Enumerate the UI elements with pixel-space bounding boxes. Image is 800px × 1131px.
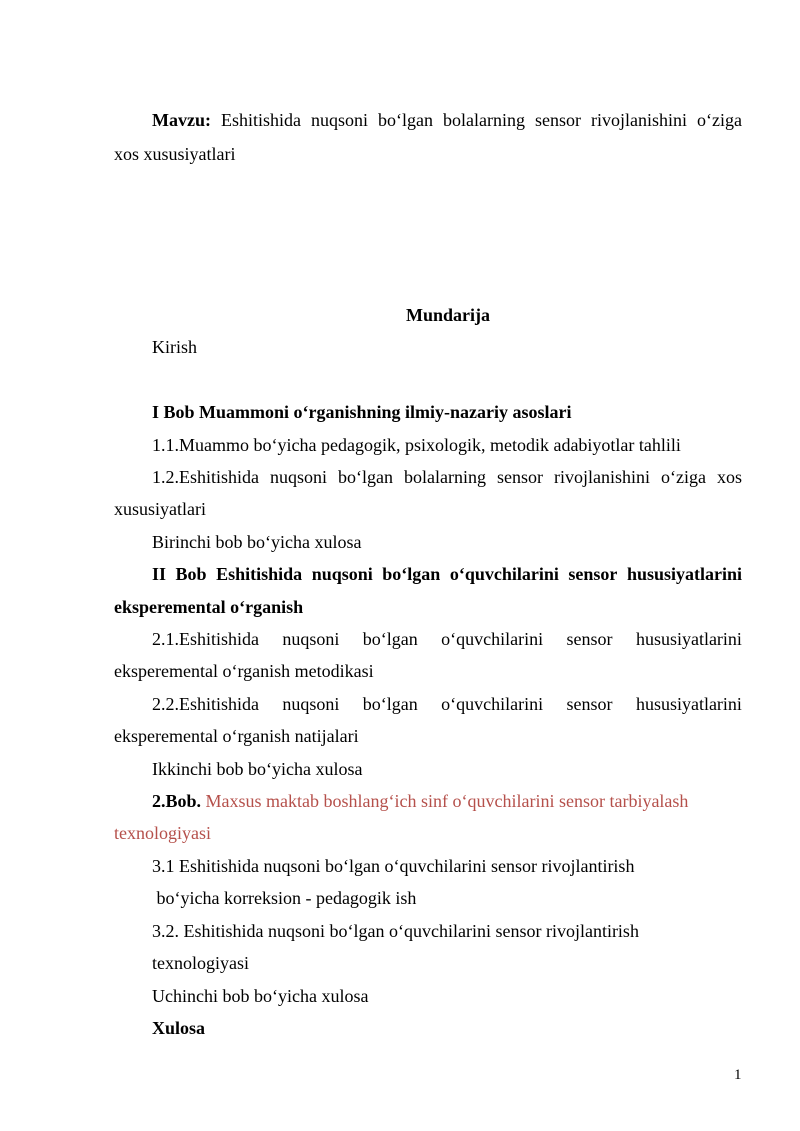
toc-chapter-3-title-line-1 — [152, 790, 688, 812]
topic-word: o‘ziga — [696, 110, 742, 130]
topic-line-1 — [152, 109, 742, 131]
toc-word: sensor — [566, 694, 613, 714]
toc-word: hususiyatlarini — [635, 629, 742, 649]
toc-chapter-3-summary: Uchinchi bob bo‘yicha xulosa — [152, 986, 369, 1006]
toc-word: o‘quvchilarini — [441, 629, 544, 649]
toc-section-3-1-line-1: 3.1 Eshitishida nuqsoni bo‘lgan o‘quvchilarini sensor rivojlantirish — [152, 856, 635, 876]
toc-section-1-2-line-2: xususiyatlari — [114, 499, 206, 519]
toc-word: bo‘lgan — [362, 694, 418, 714]
topic-label: Mavzu: — [152, 110, 211, 130]
toc-word: nuqsoni — [282, 694, 340, 714]
toc-word: bo‘lgan — [362, 629, 418, 649]
toc-word: bolalarning — [404, 467, 486, 487]
toc-chapter-1-summary: Birinchi bob bo‘yicha xulosa — [152, 532, 362, 552]
toc-word: o‘quvchilarini — [449, 564, 559, 584]
toc-word: sensor — [496, 467, 543, 487]
toc-word: hususiyatlarini — [635, 694, 742, 714]
toc-word: rivojlanishini — [553, 467, 650, 487]
toc-chapter-3-label: 2.Bob. — [152, 791, 202, 811]
topic-word: rivojlanishini — [590, 110, 687, 130]
toc-chapter-2-summary: Ikkinchi bob bo‘yicha xulosa — [152, 759, 363, 779]
toc-section-1-1: 1.1.Muammo bo‘yicha pedagogik, psixologik, metodik adabiyotlar tahlili — [152, 435, 681, 455]
toc-section-3-2-line-1: 3.2. Eshitishida nuqsoni bo‘lgan o‘quvchilarini sensor rivojlantirish — [152, 921, 639, 941]
toc-word: 2.1.Eshitishida — [152, 629, 259, 649]
topic-word: bo‘lgan — [378, 110, 433, 130]
toc-section-2-2-line-2: eksperemental o‘rganish natijalari — [114, 726, 359, 746]
toc-word: hususiyatlarini — [626, 564, 742, 584]
toc-word: sensor — [566, 629, 613, 649]
topic-word: Eshitishida — [220, 110, 301, 130]
page-number: 1 — [734, 1067, 742, 1083]
toc-word: nuqsoni — [311, 564, 373, 584]
toc-section-1-2-line-1 — [152, 466, 742, 488]
toc-conclusion: Xulosa — [152, 1018, 206, 1038]
toc-word: Bob — [175, 564, 207, 584]
toc-word: II — [152, 564, 167, 584]
toc-section-2-2-line-1 — [152, 693, 742, 715]
toc-word: bo‘lgan — [382, 564, 441, 584]
toc-section-2-1-line-1 — [152, 628, 742, 650]
topic-word: bolalarning — [442, 110, 525, 130]
toc-chapter-1-title: I Bob Muammoni o‘rganishning ilmiy-nazariy asoslari — [152, 402, 572, 422]
toc-chapter-3-title-line-2: texnologiyasi — [114, 823, 211, 843]
topic-word: sensor — [534, 110, 581, 130]
toc-section-3-2-line-2: texnologiyasi — [152, 953, 249, 973]
toc-intro: Kirish — [152, 337, 197, 357]
toc-word: 1.2.Eshitishida — [152, 467, 259, 487]
contents-heading: Mundarija — [405, 305, 490, 325]
toc-word: sensor — [568, 564, 618, 584]
toc-chapter-2-title-line-1 — [152, 563, 742, 585]
toc-section-3-1-line-2: bo‘yicha korreksion - pedagogik ish — [152, 888, 417, 908]
toc-word: Eshitishida — [216, 564, 303, 584]
toc-word: bo‘lgan — [338, 467, 393, 487]
toc-word: nuqsoni — [282, 629, 340, 649]
toc-word: nuqsoni — [270, 467, 328, 487]
topic-word: nuqsoni — [310, 110, 368, 130]
toc-chapter-2-title-line-2: eksperemental o‘rganish — [114, 597, 304, 617]
topic-line-2: xos xususiyatlari — [114, 144, 236, 164]
toc-section-2-1-line-2: eksperemental o‘rganish metodikasi — [114, 661, 374, 681]
toc-word: xos — [716, 467, 742, 487]
toc-chapter-3-title: Maxsus maktab boshlang‘ich sinf o‘quvchilarini sensor tarbiyalash — [205, 791, 689, 811]
toc-word: 2.2.Eshitishida — [152, 694, 259, 714]
toc-word: o‘ziga — [660, 467, 706, 487]
toc-word: o‘quvchilarini — [441, 694, 544, 714]
